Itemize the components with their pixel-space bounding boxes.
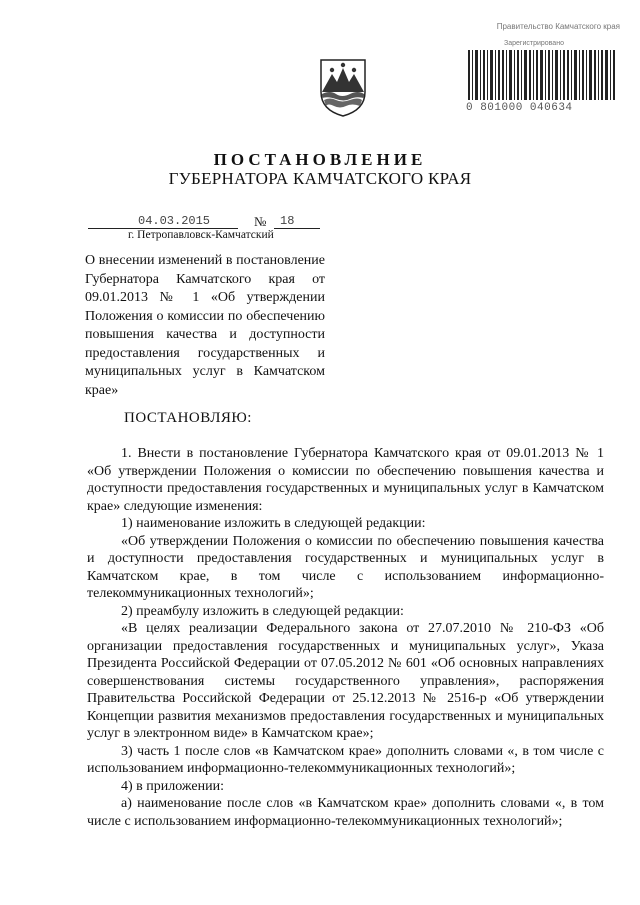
paragraph: «Об утверждении Положения о комиссии по обеспечению повышения качества и доступности предоставления государственных и муниципальных услуг в Камчатском крае, в том числе с использованием информационно-телекоммуникационных технологий»; bbox=[87, 533, 604, 601]
registration-stamp bbox=[452, 20, 632, 114]
paragraph: 1) наименование изложить в следующей редакции: bbox=[121, 516, 426, 531]
document-subtitle: ГУБЕРНАТОРА КАМЧАТСКОГО КРАЯ bbox=[168, 169, 472, 188]
document-body bbox=[87, 445, 604, 830]
number-underline bbox=[274, 228, 320, 229]
paragraph: «В целях реализации Федерального закона от 27.07.2010 № 210-ФЗ «Об организации предоставления государственных и муниципальных услуг», Указа Президента Российской Федерации от 07.05.2012 № 601 «Об основных направлениях совершенствования системы государственного управления», распоряжения Правительства Российской Федерации от 25.12.2013 № 2516-р «Об утверждении Концепции развития механизмов предоставления государственных и муниципальных услуг в электронном виде» в Камчатском крае»; bbox=[87, 621, 604, 741]
paragraph: 2) преамбулу изложить в следующей редакции: bbox=[121, 603, 404, 619]
document-subject: О внесении изменений в постановление Губернатора Камчатского края от 09.01.2013 № 1 «Об утверждении Положения о комиссии по обеспечению повышения качества и доступности предоставления государственных и муниципальных услуг в Камчатском крае» bbox=[85, 253, 325, 398]
document-date: 04.03.2015 bbox=[138, 214, 211, 228]
number-label: № bbox=[254, 214, 267, 229]
document-city: г. Петропавловск-Камчатский bbox=[128, 229, 274, 241]
stamp-registered: Зарегистрировано bbox=[504, 40, 564, 47]
barcode-number: 0 801000 040634 bbox=[466, 102, 573, 114]
resolve-heading: ПОСТАНОВЛЯЮ: bbox=[124, 410, 252, 426]
paragraph: а) наименование после слов «в Камчатском крае» дополнить словами «, в том числе с использованием информационно-телекоммуникационных технологий»; bbox=[87, 796, 604, 829]
stamp-org: Правительство Камчатского края bbox=[496, 22, 620, 31]
barcode bbox=[462, 50, 622, 100]
document-number: 18 bbox=[280, 214, 295, 228]
paragraph: 3) часть 1 после слов «в Камчатском крае» дополнить словами «, в том числе с использованием информационно-телекоммуникационных технологий»; bbox=[87, 743, 604, 776]
paragraph: 1. Внести в постановление Губернатора Камчатского края от 09.01.2013 № 1 «Об утверждении Положения о комиссии по обеспечению повышения качества и доступности предоставления государственных и муниципальных услуг в Камчатском крае» следующие изменения: bbox=[87, 446, 604, 514]
document-title: ПОСТАНОВЛЕНИЕ bbox=[213, 150, 427, 169]
kamchatka-coat-of-arms-icon bbox=[318, 56, 368, 118]
paragraph: 4) в приложении: bbox=[121, 778, 224, 794]
